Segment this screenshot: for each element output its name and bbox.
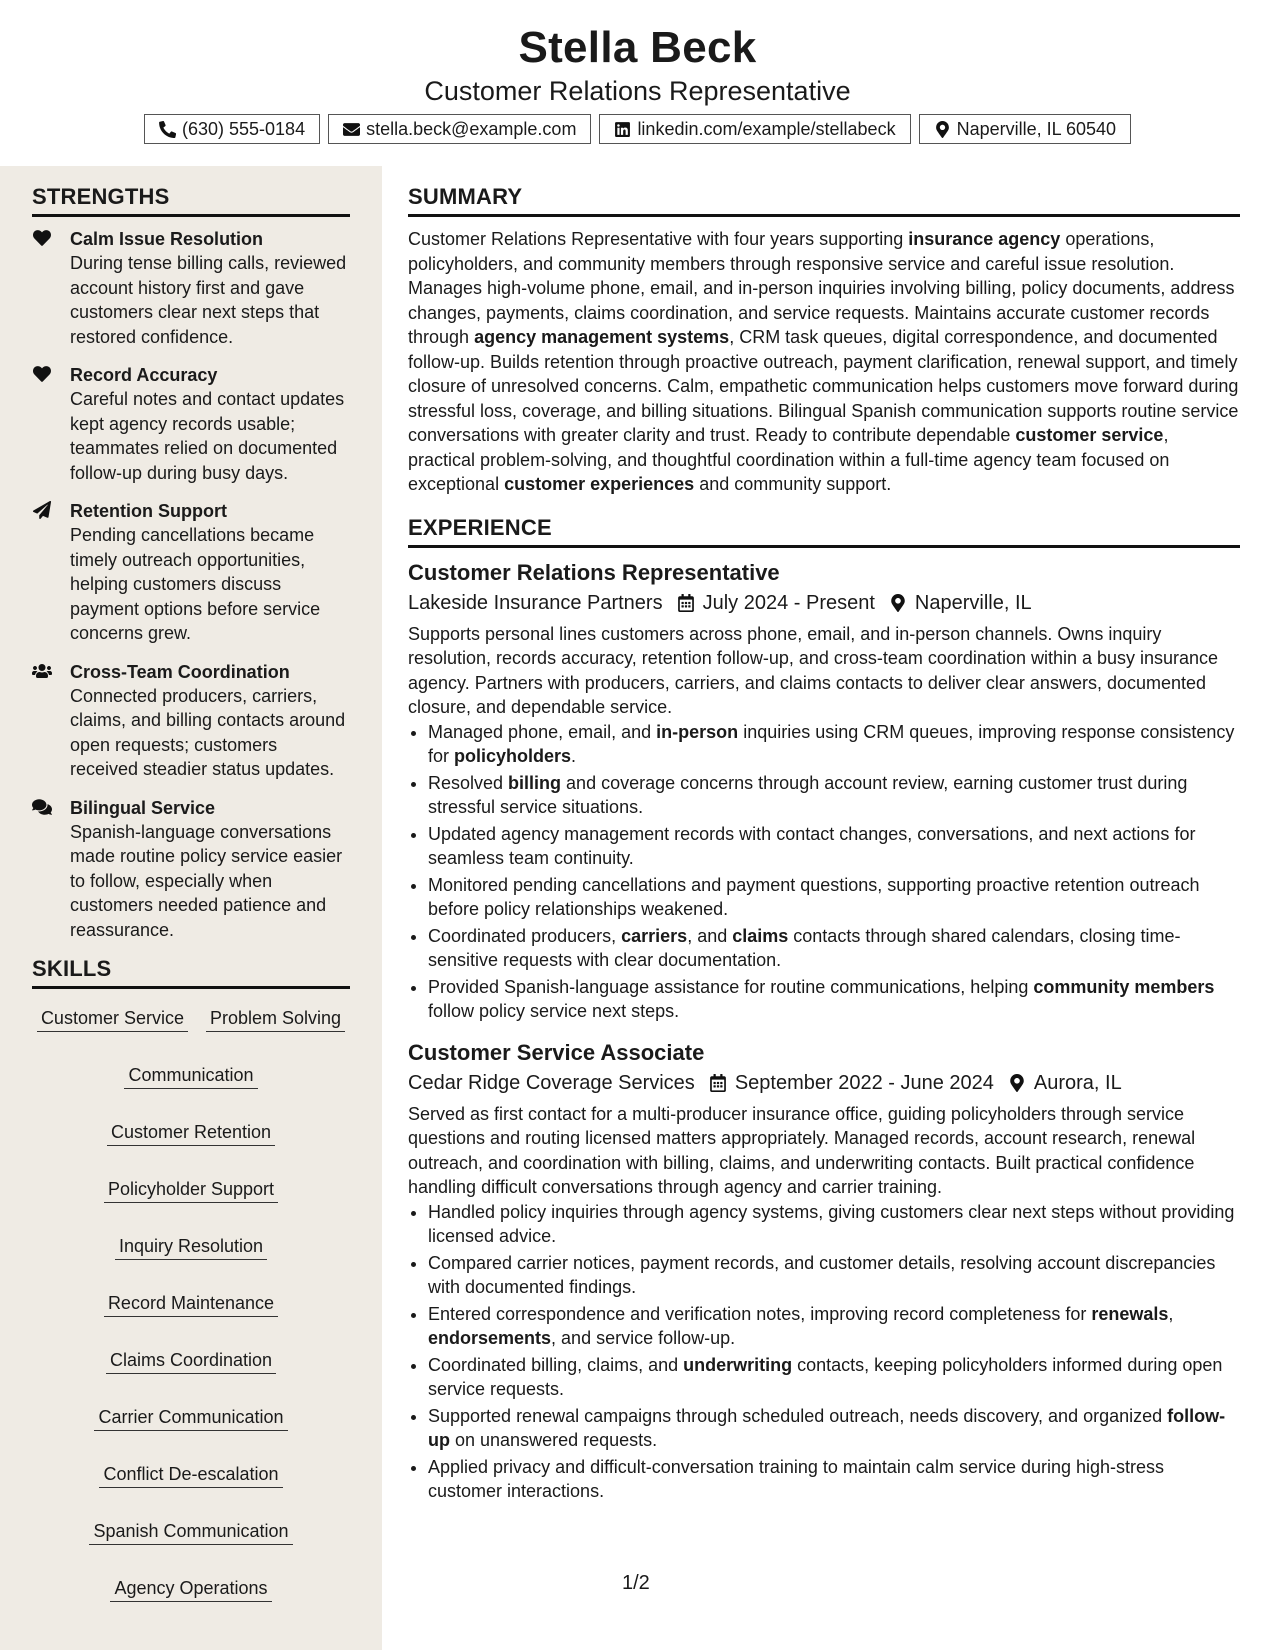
strength-description: Careful notes and contact updates kept agency records usable; teammates relied on documented follow-up during busy days. (70, 389, 345, 483)
bold-keyword: underwriting (683, 1354, 793, 1375)
strengths-heading: STRENGTHS (32, 184, 350, 217)
calendar-icon (709, 1074, 727, 1092)
bold-keyword: claims (732, 925, 789, 946)
job-bullet (428, 873, 1240, 922)
text-run: on unanswered requests. (450, 1430, 658, 1450)
main-content (408, 166, 1240, 1518)
candidate-title: Customer Relations Representative (424, 76, 851, 106)
text-run: Supported renewal campaigns through scheduled outreach, needs discovery, and organized (428, 1405, 1168, 1426)
text-run: Compared carrier notices, payment records, and customer details, resolving account discrepancies with documented findings. (428, 1252, 1216, 1297)
skill-tag: Customer Retention (107, 1121, 275, 1146)
text-run: Updated agency management records with contact changes, conversations, and next actions for seamless team continuity. (428, 823, 1196, 868)
bold-keyword: follow-up (428, 1405, 1226, 1450)
skill-tag: Policyholder Support (104, 1178, 278, 1203)
job-bullets (408, 720, 1240, 1024)
location-pin-icon (1008, 1074, 1026, 1092)
job-bullet (428, 1251, 1240, 1300)
job-title: Customer Service Associate (408, 1039, 705, 1065)
summary-heading: SUMMARY (408, 184, 1240, 217)
skill-tag: Conflict De-escalation (99, 1463, 282, 1488)
job-bullet (428, 771, 1240, 820)
text-run: Managed phone, email, and (428, 721, 657, 742)
skill-tag: Claims Coordination (106, 1349, 276, 1374)
resume-header (0, 0, 1275, 144)
skill-tag: Record Maintenance (104, 1292, 278, 1317)
text-run: Resolved (428, 772, 509, 793)
text-run: , practical problem-solving, and thoughtful coordination within a full-time agency team focused on exceptional (408, 425, 1170, 494)
sidebar (0, 166, 382, 1650)
contact-location (919, 114, 1131, 144)
job-bullet (428, 1404, 1240, 1453)
job-description: Supports personal lines customers across phone, email, and in-person channels. Owns inquiry resolution, records accuracy, retention follow-up, and cross-team coordination within a busy insurance agency. Partners with producers, carriers, and claims contacts to deliver clear answers, documented closure, and dependable service. (408, 623, 1219, 717)
strength-title: Record Accuracy (70, 365, 218, 385)
text-run: , CRM task queues, digital correspondence, and documented follow-up. Builds retention through proactive outreach, payment clarification, renewal support, and timely closure of unresolved concerns. Calm, empathetic communication helps customers move forward during stressful loss, coverage, and billing situations. Bilingual Spanish communication supports routine service conversations with greater clarity and trust. Ready to contribute dependable (408, 327, 1239, 445)
text-run: follow policy service next steps. (428, 1001, 680, 1021)
text-run: , and service follow-up. (551, 1328, 736, 1348)
contact-email[interactable] (328, 114, 591, 144)
location-pin-icon (934, 121, 951, 138)
strength-item (32, 660, 350, 782)
location-pin-icon (889, 594, 907, 612)
job-bullets (408, 1200, 1240, 1504)
text-run: Coordinated producers, (428, 925, 622, 946)
job-entry (408, 558, 1240, 1024)
text-run: operations, policyholders, and community members through responsive service and careful issue resolution. Manages high-volume phone, email, and in-person inquiries involving billing, policy documents, address changes, payments, claims coordination, and service requests. Maintains accurate customer records through (408, 229, 1235, 347)
job-dates: September 2022 - June 2024 (734, 1071, 994, 1094)
strength-item (32, 227, 350, 349)
job-bullet (428, 720, 1240, 769)
text-run: Coordinated billing, claims, and (428, 1354, 684, 1375)
strength-item (32, 796, 350, 943)
bold-keyword: policyholders (454, 746, 572, 766)
phone-icon (159, 121, 176, 138)
skill-tag: Carrier Communication (94, 1406, 287, 1431)
heart-icon (32, 227, 56, 349)
bold-keyword: in-person (656, 721, 739, 742)
bold-keyword: carriers (621, 925, 688, 946)
experience-list (408, 558, 1240, 1504)
heart-icon (32, 363, 56, 485)
strength-item (32, 363, 350, 485)
bold-keyword: endorsements (428, 1328, 552, 1348)
job-meta (408, 1068, 1240, 1098)
strength-item (32, 499, 350, 646)
contact-linkedin-text: linkedin.com/example/stellabeck (637, 118, 896, 139)
job-bullet (428, 924, 1240, 973)
paper-plane-icon (32, 499, 56, 646)
linkedin-icon (614, 121, 631, 138)
strength-title: Retention Support (70, 501, 227, 521)
job-description: Served as first contact for a multi-producer insurance office, guiding policyholders through service questions and routing licensed matters appropriately. Managed records, account research, renewal outreach, and coordination with billing, claims, and underwriting contacts. Built practical confidence handling difficult conversations through agency and carrier training. (408, 1103, 1196, 1197)
text-run: Monitored pending cancellations and payment questions, supporting proactive retention outreach before policy relationships weakened. (428, 874, 1200, 919)
skill-tag: Agency Operations (110, 1577, 271, 1602)
strength-title: Bilingual Service (70, 797, 216, 818)
job-bullet (428, 1302, 1240, 1351)
strength-description: Pending cancellations became timely outreach opportunities, helping customers discuss payment options before service concerns grew. (70, 525, 321, 643)
skill-tag: Problem Solving (206, 1007, 345, 1032)
contact-phone[interactable] (144, 114, 320, 144)
strength-description: Spanish-language conversations made routine policy service easier to follow, especially when customers needed patience and reassurance. (70, 821, 343, 940)
text-run: Provided Spanish-language assistance for routine communications, helping (428, 976, 1034, 997)
text-run: Handled policy inquiries through agency systems, giving customers clear next steps without providing licensed advice. (428, 1201, 1235, 1246)
contact-phone-text: (630) 555-0184 (181, 118, 306, 139)
text-run: Customer Relations Representative with four years supporting (408, 229, 909, 249)
bold-keyword: agency management systems (474, 327, 730, 347)
contact-bar (0, 114, 1275, 144)
contact-email-text: stella.beck@example.com (366, 118, 577, 139)
summary-text (408, 227, 1240, 497)
strength-title: Calm Issue Resolution (70, 229, 264, 249)
strengths-list (32, 227, 350, 942)
job-location: Aurora, IL (1033, 1071, 1122, 1094)
job-company: Lakeside Insurance Partners (408, 591, 663, 614)
bold-keyword: community members (1033, 976, 1215, 997)
text-run: and community support. (694, 474, 892, 494)
strength-title: Cross-Team Coordination (70, 661, 290, 682)
job-location: Naperville, IL (914, 591, 1032, 614)
strength-description: Connected producers, carriers, claims, and billing contacts around open requests; customers received steadier status updates. (70, 685, 346, 779)
contact-location-text: Naperville, IL 60540 (956, 118, 1117, 139)
bold-keyword: customer service (1015, 425, 1164, 445)
job-dates: July 2024 - Present (702, 591, 875, 614)
candidate-name: Stella Beck (518, 23, 757, 72)
text-run: contacts through shared calendars, closing time-sensitive requests with clear documentation. (428, 925, 1181, 970)
job-bullet (428, 1455, 1240, 1504)
skills-heading: SKILLS (32, 956, 350, 989)
comments-icon (32, 796, 56, 943)
bold-keyword: customer experiences (504, 474, 695, 494)
experience-heading: EXPERIENCE (408, 515, 1240, 548)
text-run: Applied privacy and difficult-conversation training to maintain calm service during high-stress customer interactions. (428, 1456, 1165, 1501)
users-icon (32, 660, 56, 782)
skill-tag: Customer Service (37, 1007, 188, 1032)
skills-list (32, 1007, 350, 1602)
job-bullet (428, 1200, 1240, 1249)
job-bullet (428, 1353, 1240, 1402)
page-number: 1/2 (622, 1572, 650, 1594)
text-run: , (1168, 1303, 1174, 1324)
skill-tag: Inquiry Resolution (115, 1235, 267, 1260)
contact-linkedin[interactable] (599, 114, 910, 144)
calendar-icon (677, 594, 695, 612)
job-bullet (428, 975, 1240, 1024)
job-company: Cedar Ridge Coverage Services (408, 1071, 695, 1094)
job-title: Customer Relations Representative (408, 559, 780, 585)
text-run: contacts, keeping policyholders informed during open service requests. (428, 1354, 1223, 1399)
text-run: , and (687, 925, 733, 946)
text-run: . (571, 746, 577, 766)
text-run: inquiries using CRM queues, improving response consistency for (428, 721, 1235, 766)
bold-keyword: insurance agency (908, 229, 1061, 249)
text-run: and coverage concerns through account review, earning customer trust during stressful service situations. (428, 772, 1188, 817)
skill-tag: Communication (124, 1064, 257, 1089)
skill-tag: Spanish Communication (89, 1520, 292, 1545)
job-entry (408, 1038, 1240, 1504)
strength-description: During tense billing calls, reviewed account history first and gave customers clear next steps that restored confidence. (70, 253, 347, 347)
job-meta (408, 588, 1240, 618)
job-bullet (428, 822, 1240, 871)
envelope-icon (343, 121, 360, 138)
bold-keyword: billing (508, 772, 562, 793)
bold-keyword: renewals (1091, 1303, 1169, 1324)
text-run: Entered correspondence and verification notes, improving record completeness for (428, 1303, 1092, 1324)
